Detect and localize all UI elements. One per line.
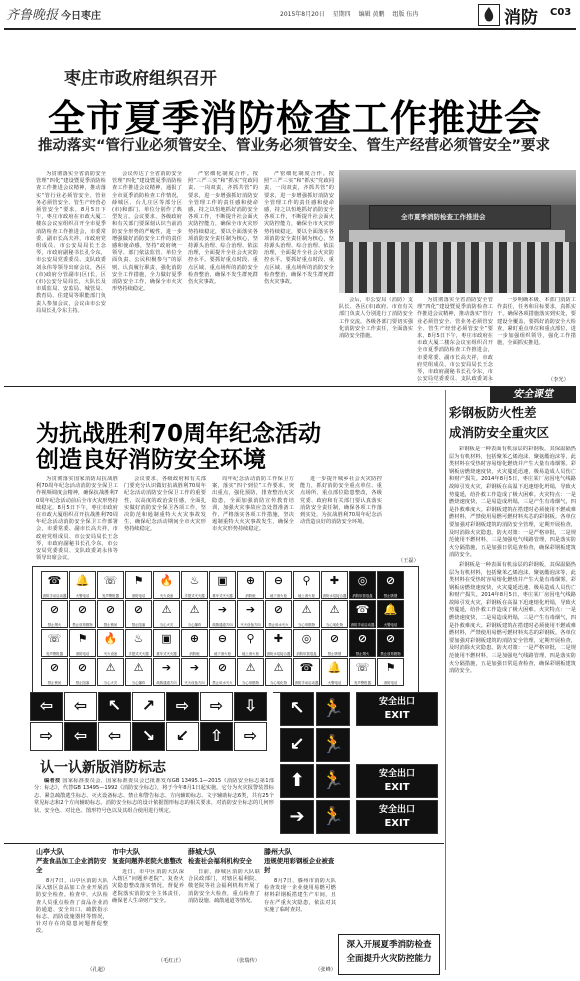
promo-box <box>338 934 440 975</box>
fire-sign-tile <box>41 658 68 686</box>
fire-sign-caption: 疏散通道方向 <box>156 681 177 685</box>
lead-col4-text: 严密细化制度合作。按照“三严三实”和“抓实”党政同责、一岗双责，齐抓共管”的要求，进一步增强抓好消防安全管理工作的责任感和使命感，持之以恒地抓好消防安全各项工作，不断提升社会面火灾防控能力，确保全市火灾形势持续稳定，要以全面落实各项消防安全责任制为核心，坚持源头治理、综合治理、依法治理，全面提升全社会火灾防控水平。要抓好重点时段、重点区域、重点场所的消防安全检查整治，确保不发生群死群伤火灾事故。 <box>264 171 334 286</box>
second-col1-text: 为贯彻落实国家消防局抗战胜利70周年纪念活动消防安全保卫工作视频调度会精神，确保抗战胜利70周年纪念活动前后全市火灾形势持续稳定，8月5日下午，枣庄市政府在市政大厦组织召开抗战胜利70周年纪念活动消防安全保卫工作部署会，市委常委、副市长高夫祥，市政府党组成员、市公安局局长王念琴，市政府副秘书长孔令东，市公安局党委委员、支队政委刘永伟等领导出席会议。 <box>36 476 118 562</box>
fire-sign-symbol-icon: ☎ <box>47 574 62 587</box>
exit-sign-en: EXIT <box>384 710 410 721</box>
brief-paragraph: 8月7日，山亭区消防大队深入辖区食品加工企业开展消防安全检查。检查中，大队检查人员重点检查了食品企业消防通道、安全出口、疏散指示标志、消防设施器材等情况，针对存在的隐患问题督促整改。 <box>36 878 108 935</box>
lead-col3-text: 严密细化制度合作。按照“三严三实”和“抓实”党政同责、一岗双责，齐抓共管”的要求，进一步增强抓好消防安全管理工作的责任感和使命感，持之以恒地抓好消防安全各项工作，不断提升社会面火灾防控能力，确保全市火灾形势持续稳定，要以全面落实各项消防安全责任制为核心，坚持源头治理、综合治理、依法治理，全面提升全社会火灾防控水平。要抓好重点时段、重点区域、重点场所的消防安全检查整治，确保不发生群死群伤火灾事故。 <box>188 171 258 286</box>
second-col2-text: 会议要求，各级政府和有关部门要充分认识做好抗战胜利70周年纪念活动消防安全保卫工作的重要性，以高度的政治责任感，全面扎实做好消防安全保卫各项工作，坚决防范和遏制重特大火灾事故发生，确保纪念活动期间全市火灾形势持续稳定。 <box>124 476 206 533</box>
fire-sign-tile <box>265 658 292 686</box>
arrow-sign-icon <box>98 722 131 751</box>
exit-arrow-glyph: 🏃 <box>321 806 345 827</box>
fire-sign-caption: 地下消火栓 <box>214 652 231 656</box>
fire-sign-symbol-icon: ♨ <box>189 574 200 587</box>
arrow-glyph: ⇩ <box>243 696 258 715</box>
fire-sign-caption: 消防电话 <box>131 594 146 598</box>
news-brief <box>36 848 108 973</box>
fire-sign-symbol-icon: ✚ <box>273 632 284 645</box>
fire-sign-tile <box>377 658 404 686</box>
lead-column-3 <box>188 171 258 383</box>
signs-notice <box>34 778 274 838</box>
issue-date: 2015年8月20日 <box>280 11 325 18</box>
fire-sign-tile <box>97 600 124 628</box>
arrow-sign-icon <box>234 692 267 721</box>
fire-sign-symbol-icon: ⊘ <box>77 661 88 674</box>
exit-arrow-icon <box>280 692 314 726</box>
exit-arrow-icon <box>280 800 314 834</box>
fire-sign-caption: 当心火灾 <box>159 623 174 627</box>
fire-sign-caption: 当心易燃物 <box>298 623 315 627</box>
fire-sign-symbol-icon: ➔ <box>245 603 256 616</box>
fire-sign-symbol-icon: ⚠ <box>105 661 116 674</box>
fire-sign-tile <box>181 629 208 657</box>
photo-banner-text: 全市夏季消防检查工作推进会 <box>401 213 486 221</box>
brief-byline: （张瑞传） <box>234 958 260 964</box>
arrow-glyph: ↙ <box>175 726 190 745</box>
fire-sign-caption: 发声警报器 <box>46 652 63 656</box>
fire-sign-symbol-icon: ⚑ <box>77 632 88 645</box>
issue-info <box>280 9 424 18</box>
header-rule <box>4 28 576 30</box>
lead-column-2 <box>112 171 182 383</box>
fire-sign-tile <box>125 658 152 686</box>
fire-sign-tile <box>41 629 68 657</box>
arrow-sign-icon <box>200 692 233 721</box>
exit-arrow-icon <box>280 728 314 762</box>
photo-audience <box>339 242 576 293</box>
arrow-sign-icon <box>30 692 63 721</box>
sidebar-text-2: 彩钢板是一种表面有机涂层的彩钢板，其保温隔热层为有机材料，包括聚苯乙烯泡沫、聚氨酯泡沫等，此类材料在受热时容易熔化燃烧并产生大量有毒烟雾。彩钢板房燃烧速度快，火灾蔓延迅速，极易造成人员伤亡和财产损失。2014年8月5日，枣庄某厂房因电气线路故障引发火灾，彩钢板在高温下迅速熔化坍塌，导致火势蔓延，给扑救工作造成了极大困难。火灾特点：一是燃烧速度快，二是易造成坍塌，三是产生有毒烟气，四是扑救难度大。彩钢板建筑在搭建时必须使用不燃或难燃材料，严禁使用易燃可燃材料夹芯的彩钢板。各单位要加强对彩钢板建筑的消防安全管理，定期开展检查，及时消除火灾隐患。防火对策：一是严格审批，二是规范使用不燃材料，三是加强电气线路管理，四是落实防火分隔措施，五是加强日常巡查检查，确保彩钢板建筑消防安全。 <box>449 561 576 675</box>
arrow-sign-icon <box>234 722 267 751</box>
fire-sign-caption: 消防电话 <box>75 652 90 656</box>
fire-sign-tile <box>181 571 208 599</box>
masthead-title: 齐鲁晚报 <box>6 8 59 23</box>
exit-arrow-icon <box>316 692 350 726</box>
brief-unit: 滕州大队 <box>264 848 292 856</box>
fire-emblem-icon <box>478 4 500 26</box>
fire-sign-symbol-icon: ⚠ <box>329 603 340 616</box>
lead-col6-text: 一步明确本级、本部门消防工作责任，任务和目标要求，真抓实干，确保各项措施落实到实处，要建设全覆盖，要抓好消防安全大检查，紧盯重点单位和重点部位，进一步加强组织领导，强化工作措施，全面抓实推进。 <box>497 297 576 347</box>
arrow-glyph: ⇦ <box>107 726 122 745</box>
fire-sign-caption: 禁止烟火 <box>47 623 62 627</box>
sidebar-tag: 安全课堂 <box>490 387 576 403</box>
fire-sign-symbol-icon: ☏ <box>47 632 62 645</box>
exit-arrow-glyph: ⬆ <box>289 770 305 791</box>
fire-sign-caption: 火警电话 <box>75 594 90 598</box>
fire-sign-tile <box>181 600 208 628</box>
fire-sign-tile <box>377 571 404 599</box>
exit-arrow-glyph: 🏃 <box>321 734 345 755</box>
fire-sign-tile <box>237 629 264 657</box>
news-brief <box>188 848 260 970</box>
exit-arrow-glyph: 🏃 <box>321 698 345 719</box>
notice-heading: 编者按 <box>44 778 61 784</box>
arrow-sign-icon <box>64 722 97 751</box>
exit-sign <box>356 692 438 726</box>
brief-title: 违规使用彩钢板企业被查封 <box>264 857 335 874</box>
fire-sign-tile <box>321 600 348 628</box>
sidebar-rule <box>445 390 446 970</box>
fire-sign-tile <box>349 658 376 686</box>
exit-sign-panel <box>280 692 440 837</box>
fire-sign-caption: 推车式灭火器 <box>156 652 177 656</box>
fire-sign-symbol-icon: ◎ <box>357 574 368 587</box>
fire-sign-tile <box>237 571 264 599</box>
fire-sign-caption: 消防水泵接合器 <box>266 652 291 656</box>
brief-text <box>188 869 260 957</box>
arrow-sign-icon <box>132 692 165 721</box>
second-headline-line2: 创造良好消防安全环境 <box>36 447 266 473</box>
fire-sign-caption: 灭火设备 <box>159 594 174 598</box>
photo-ceiling <box>339 170 576 205</box>
fire-sign-symbol-icon: ⚠ <box>189 603 200 616</box>
fire-sign-caption: 当心爆炸 <box>187 623 202 627</box>
fire-sign-tile <box>265 629 292 657</box>
fire-sign-tile <box>265 600 292 628</box>
fire-sign-tile <box>209 658 236 686</box>
fire-sign-tile <box>237 658 264 686</box>
sidebar-body <box>449 446 576 936</box>
exit-sign-en: EXIT <box>384 782 410 793</box>
fire-sign-caption: 消防电话 <box>383 681 398 685</box>
edition-name: 今日枣庄 <box>61 11 102 22</box>
fire-sign-tile <box>69 658 96 686</box>
fire-sign-symbol-icon: ⊘ <box>105 603 116 616</box>
arrow-sign-icon <box>30 722 63 751</box>
arrow-glyph: ⇨ <box>175 696 190 715</box>
second-byline: （王磊） <box>398 558 419 564</box>
brief-unit: 山亭大队 <box>36 848 64 856</box>
fire-sign-caption: 消防手动启动器 <box>42 594 67 598</box>
fire-sign-symbol-icon: 🔔 <box>327 661 342 674</box>
designer-credit: 组版 伍冉 <box>392 11 419 18</box>
fire-sign-tile <box>293 600 320 628</box>
fire-sign-symbol-icon: ⊘ <box>357 632 368 645</box>
arrow-glyph: ⇨ <box>243 726 258 745</box>
fire-sign-symbol-icon: ☏ <box>103 574 118 587</box>
fire-sign-symbol-icon: ▣ <box>161 632 172 645</box>
fire-sign-tile <box>349 629 376 657</box>
brief-paragraph: 日前，薛城区消防大队联合民政部门，对辖区福利院、敬老院等社会福利机构开展了消防安全大检查，重点检查了消防设施、疏散通道等情况。 <box>188 869 260 904</box>
fire-sign-symbol-icon: ⊖ <box>217 632 228 645</box>
fire-sign-caption: 发声警报器 <box>354 681 371 685</box>
arrow-glyph: ⇦ <box>73 696 88 715</box>
fire-sign-caption: 地上消火栓 <box>242 652 259 656</box>
fire-sign-caption: 当心火灾 <box>103 681 118 685</box>
fire-sign-tile <box>69 629 96 657</box>
fire-sign-tile <box>153 629 180 657</box>
arrow-sign-icon <box>64 692 97 721</box>
brief-paragraph: 近日，市中区消防大队深入辖区“问题养老院”，复查火灾隐患整改落实情况，督促养老院落实消防安全主体责任，确保老人生命财产安全。 <box>112 869 184 904</box>
fire-sign-symbol-icon: ⊘ <box>385 632 396 645</box>
second-column-4 <box>300 476 382 558</box>
fire-sign-caption: 当心氧化物 <box>326 623 343 627</box>
fire-sign-caption: 火警电话 <box>383 623 398 627</box>
fire-sign-caption: 火警电话 <box>327 681 342 685</box>
fire-sign-caption: 地上消火栓 <box>298 594 315 598</box>
brief-byline: （毛红正） <box>158 958 184 964</box>
photo-caption-text: 会后，市公安局（消防）支队长、各区(市)政府、市直有关部门负责人分别进行了消防安全工作交流。各级各部门要切实强化消防安全工作责任，全面落实消防安全措施。 <box>339 297 413 340</box>
sidebar-title-line2: 成消防安全重灾区 <box>449 425 550 440</box>
fire-sign-tile <box>153 571 180 599</box>
fire-sign-symbol-icon: ⊘ <box>77 603 88 616</box>
fire-sign-symbol-icon: ➔ <box>189 661 200 674</box>
exit-sign <box>356 764 438 798</box>
fire-sign-caption: 禁止锁闭 <box>47 681 62 685</box>
exit-arrow-icon <box>316 728 350 762</box>
exit-arrow-icon <box>316 764 350 798</box>
fire-sign-symbol-icon: ⚑ <box>385 661 396 674</box>
fire-sign-tile <box>125 571 152 599</box>
fire-sign-symbol-icon: ⊖ <box>273 574 284 587</box>
exit-arrow-glyph: ↙ <box>289 734 305 755</box>
fire-sign-caption: 灭火设备方向 <box>184 681 205 685</box>
brief-byline: （张峰） <box>315 967 336 973</box>
lead-column-6 <box>497 297 576 377</box>
brief-text <box>112 869 184 957</box>
sidebar-title-line1: 彩钢板防火性差 <box>449 405 537 420</box>
fire-sign-tile <box>153 658 180 686</box>
fire-sign-caption: 禁止放易燃物 <box>380 652 401 656</box>
promo-line2: 全面提升火灾防控能力 <box>346 954 432 964</box>
brief-text <box>36 878 108 966</box>
arrow-glyph: ⇦ <box>39 696 54 715</box>
second-col3-text: 周年纪念活动消防工作保卫方案，落实“四个到位”工作要求，突出重点，强化预防，排查整治火灾隐患，全面加强消防宣传教育培训，加强火灾事故应急处置准备工作，严格落实各项工作措施，坚决遏制重特大火灾事故发生，确保全市火灾形势持续稳定。 <box>212 476 294 533</box>
fire-sign-caption: 手提式灭火器 <box>184 594 205 598</box>
arrow-glyph: ⇧ <box>209 726 224 745</box>
fire-sign-symbol-icon: 🔥 <box>159 574 174 587</box>
fire-sign-caption: 发声警报器 <box>102 594 119 598</box>
arrow-sign-icon <box>166 722 199 751</box>
fire-sign-caption: 推车式灭火器 <box>212 594 233 598</box>
fire-sign-symbol-icon: ⚠ <box>273 661 284 674</box>
fire-sign-symbol-icon: ⊘ <box>273 603 284 616</box>
fire-sign-tile <box>237 600 264 628</box>
arrow-sign-icon <box>200 722 233 751</box>
fire-sign-caption: 消防水泵接合器 <box>322 594 347 598</box>
fire-sign-caption: 地下消火栓 <box>270 594 287 598</box>
fire-sign-tile <box>377 629 404 657</box>
direction-sign-strip <box>30 692 273 753</box>
arrow-glyph: ↗ <box>141 696 156 715</box>
second-column-2 <box>124 476 206 564</box>
fire-sign-grid <box>32 566 419 693</box>
page-number: C03 <box>550 7 572 18</box>
promo-line1: 深入开展夏季消防检查 <box>346 940 432 950</box>
fire-sign-symbol-icon: ⚠ <box>133 661 144 674</box>
lead-headline: 全市夏季消防检查工作推进会 <box>48 97 542 140</box>
fire-sign-symbol-icon: ⚠ <box>245 661 256 674</box>
fire-sign-caption: 消防手动启动器 <box>350 623 375 627</box>
fire-sign-symbol-icon: 🔔 <box>383 603 398 616</box>
fire-sign-symbol-icon: ☎ <box>355 603 370 616</box>
fire-sign-caption: 消防软管卷盘 <box>352 594 373 598</box>
fire-sign-caption: 当心易燃物 <box>242 681 259 685</box>
photo-caption <box>339 297 413 383</box>
brief-title: 复查问题养老院火患整改 <box>112 857 183 865</box>
exit-sign <box>356 800 438 834</box>
fire-sign-symbol-icon: ⚲ <box>302 574 311 587</box>
exit-arrow-icon <box>316 800 350 834</box>
fire-sign-tile <box>321 629 348 657</box>
fire-sign-tile <box>97 658 124 686</box>
fire-sign-caption: 禁止吸烟 <box>383 594 398 598</box>
lead-byline: （李光） <box>548 377 569 383</box>
fire-sign-caption: 手提式灭火器 <box>128 652 149 656</box>
fire-sign-tile <box>41 600 68 628</box>
brief-unit: 薛城大队 <box>188 848 216 856</box>
fire-sign-symbol-icon: ⊘ <box>49 603 60 616</box>
arrow-sign-icon <box>166 692 199 721</box>
sidebar-text-1: 彩钢板是一种表面有机涂层的彩钢板，其保温隔热层为有机材料，包括聚苯乙烯泡沫、聚氨酯泡沫等，此类材料在受热时容易熔化燃烧并产生大量有毒烟雾。彩钢板房燃烧速度快，火灾蔓延迅速，极易造成人员伤亡和财产损失。2014年8月5日，枣庄某厂房因电气线路故障引发火灾，彩钢板在高温下迅速熔化坍塌，导致火势蔓延，给扑救工作造成了极大困难。火灾特点：一是燃烧速度快，二是易造成坍塌，三是产生有毒烟气，四是扑救难度大。彩钢板建筑在搭建时必须使用不燃或难燃材料，严禁使用易燃可燃材料夹芯的彩钢板。各单位要加强对彩钢板建筑的消防安全管理，定期开展检查，及时消除火灾隐患。防火对策：一是严格审批，二是规范使用不燃材料，三是加强电气线路管理，四是落实防火分隔措施，五是加强日常巡查检查，确保彩钢板建筑消防安全。 <box>449 446 576 559</box>
fire-sign-symbol-icon: ⊘ <box>385 574 396 587</box>
exit-arrow-glyph: ↖ <box>289 698 305 719</box>
arrow-glyph: ⇨ <box>209 696 224 715</box>
arrow-sign-icon <box>132 722 165 751</box>
fire-sign-caption: 禁止用水灭火 <box>212 681 233 685</box>
lead-subhead: 推动落实“管行业必须管安全、管业务必须管安全、管生产经营必须管安全”要求 <box>38 138 551 154</box>
photo-podium <box>349 230 565 242</box>
fire-sign-symbol-icon: ⚠ <box>301 603 312 616</box>
fire-sign-tile <box>349 571 376 599</box>
issue-weekday: 星期四 <box>332 11 351 18</box>
fire-sign-caption: 消防炮 <box>245 594 256 598</box>
fire-sign-tile <box>293 629 320 657</box>
fire-sign-caption: 疏散通道方向 <box>212 623 233 627</box>
fire-sign-symbol-icon: ⊘ <box>329 632 340 645</box>
arrow-sign-icon <box>98 692 131 721</box>
fire-sign-caption: 消防手动启动器 <box>294 681 319 685</box>
fire-sign-caption: 当心爆炸 <box>131 681 146 685</box>
fire-sign-symbol-icon: ➔ <box>217 603 228 616</box>
news-brief <box>264 848 336 973</box>
fire-sign-tile <box>153 600 180 628</box>
fire-sign-tile <box>69 571 96 599</box>
fire-sign-tile <box>321 658 348 686</box>
fire-sign-caption: 禁止阻塞 <box>75 681 90 685</box>
notice-text: 国家标准委员会、国家标准委员会已批准发布GB 13495.1—2015《消防安全标志第1部分：标志》，代替GB 13495—1992《消防安全标志》，将于今年8月1日起实施。它分为火灾报警装置标志、紧急疏散逃生标志、灭火设备标志、禁止和警告标志、方向辅助标志、文字辅助标志6类，共有25个常见标志和2个方向辅助标志。消防安全标志的设计依据图形标志的相关要求，对消防安全标志的几何形状、安全色、对比色、图形符号色以及其组合使用进行规定。 <box>34 778 274 814</box>
fire-sign-tile <box>97 629 124 657</box>
exit-arrow-glyph: ➔ <box>289 806 305 827</box>
exit-arrow-glyph: 🏃 <box>321 770 345 791</box>
fire-sign-tile <box>69 600 96 628</box>
brief-title: 严查食品加工企业消防安全 <box>36 857 107 874</box>
section-title: 消防 <box>504 8 538 28</box>
lead-column-5 <box>417 297 493 383</box>
fire-sign-tile <box>293 658 320 686</box>
fire-sign-caption: 禁止锁闭 <box>103 623 118 627</box>
arrow-glyph: ↘ <box>141 726 156 745</box>
fire-sign-symbol-icon: ⊕ <box>245 574 256 587</box>
fire-sign-caption: 当心氧化物 <box>270 681 287 685</box>
brief-title: 检查社会福利机构安全 <box>188 857 252 865</box>
meeting-photo <box>339 170 576 293</box>
lead-col1-text: 为贯彻落实全省消防安全管理“四化”建设暨夏季消防检查工作推进会议精神，推动落实“管行业必须管安全、管业务必须管安全、管生产经营必须管安全”要求，8月5日下午，枣庄市政府在市政大厦二楼东会议室组织召开全市夏季消防检查工作推进会，市委常委、副市长高夫祥，市政府党组成员、市公安局局长王念琴，市政府副秘书长孔令东，市公安局党委委员、支队政委刘永伟等领导出席会议，各区(市)政府分管副市(区)长，区(市)公安分局局长，大队长及市质监局、安监局、城管局、教育局、住建局等职能部门负责人参加会议，会议由市公安局局长孔令东主持。 <box>36 171 106 314</box>
fire-sign-symbol-icon: ♨ <box>133 632 144 645</box>
arrow-glyph: ↖ <box>107 696 122 715</box>
fire-sign-symbol-icon: ➔ <box>161 661 172 674</box>
fire-sign-tile <box>209 600 236 628</box>
fire-sign-symbol-icon: ◎ <box>301 632 312 645</box>
second-column-1 <box>36 476 118 564</box>
fire-sign-tile <box>125 629 152 657</box>
fire-sign-caption: 禁止烟火 <box>355 652 370 656</box>
fire-sign-symbol-icon: ✚ <box>329 574 340 587</box>
lead-kicker: 枣庄市政府组织召开 <box>64 69 217 89</box>
fire-sign-symbol-icon: ⚠ <box>161 603 172 616</box>
arrow-glyph: ⇨ <box>39 726 54 745</box>
fire-sign-symbol-icon: 🔥 <box>103 632 118 645</box>
fire-sign-caption: 灭火设备方向 <box>240 623 261 627</box>
fire-sign-symbol-icon: ▣ <box>217 574 228 587</box>
fire-sign-symbol-icon: ⊘ <box>49 661 60 674</box>
briefs-divider <box>4 843 444 844</box>
second-column-3 <box>212 476 294 564</box>
brief-text <box>264 878 336 966</box>
fire-sign-symbol-icon: ⊘ <box>217 661 228 674</box>
fire-sign-symbol-icon: ⊘ <box>133 603 144 616</box>
fire-sign-caption: 消防软管卷盘 <box>296 652 317 656</box>
exit-sign-en: EXIT <box>384 818 410 829</box>
fire-sign-symbol-icon: ☏ <box>355 661 370 674</box>
brief-paragraph: 8月7日，滕州市消防大队检查发现一企业使用易燃可燃材料彩钢板搭建生产车间，且存在严重火灾隐患，依法对其实施了临时查封。 <box>264 878 336 913</box>
fire-sign-symbol-icon: ⚲ <box>246 632 255 645</box>
brief-byline: （孔超） <box>87 967 108 973</box>
lead-col5a-text: 为贯彻落实全省消防安全管理“四化”建设暨夏季消防检查工作推进会议精神，推动落实“管行业必须管安全、管业务必须管安全、管生产经营必须管安全”要求，8月5日下午，枣庄市政府在市政大厦二楼东会议室组织召开全市夏季消防检查工作推进会，市委常委、副市长高夫祥，市政府党组成员、市公安局局长王念琴，市政府副秘书长孔令东，市公安局党委委员、支队政委刘永 <box>417 297 493 383</box>
lead-col2-text: 会议传达了全省消防安全管理“四化”建设暨夏季消防检查工作推进会议精神，通报了全市夏季消防检查工作情况，薛城区、台儿庄区等部分区(市)和部门、单位分别作了典型发言。会议要求，各级政府和有关部门要深刻认识当前消防安全形势的严峻性，进一步增强做好消防安全工作的责任感和使命感，坚持“政府统一领导、部门依法监管、单位全面负责、公民积极参与”的原则，认真履行职责，强化消防安全工作措施，全力做好夏季消防安全工作，确保全市火灾形势持续稳定。 <box>112 171 182 293</box>
fire-sign-tile <box>349 600 376 628</box>
fire-sign-caption: 禁止吸烟 <box>327 652 342 656</box>
fire-sign-tile <box>181 658 208 686</box>
second-col4-text: 进一步提升城乡社会火灾防控能力，抓好消防安全重点单位、重点场所、重点部位隐患整改，各级党委、政府和有关部门要认真落实消防安全责任制，确保各项工作落到实处，为抗战胜利70周年纪念活动营造良好的消防安全环境。 <box>300 476 382 526</box>
second-headline-line1: 为抗战胜利70周年纪念活动 <box>36 421 322 447</box>
exit-sign-text: 安全出口 <box>378 697 415 707</box>
fire-sign-tile <box>209 571 236 599</box>
brief-unit: 市中大队 <box>112 848 140 856</box>
arrow-glyph: ⇦ <box>73 726 88 745</box>
fire-sign-tile <box>209 629 236 657</box>
fire-sign-symbol-icon: ☎ <box>299 661 314 674</box>
fire-sign-symbol-icon: 🔔 <box>75 574 90 587</box>
fire-sign-caption: 灭火设备 <box>103 652 118 656</box>
signs-box-title: 认一认新版消防标志 <box>40 760 166 776</box>
fire-sign-symbol-icon: ⚑ <box>133 574 144 587</box>
fire-sign-caption: 禁止用水灭火 <box>268 623 289 627</box>
masthead <box>6 4 101 23</box>
exit-sign-text: 安全出口 <box>378 769 415 779</box>
lead-column-1 <box>36 171 106 383</box>
news-brief <box>112 848 184 970</box>
exit-arrow-icon <box>280 764 314 798</box>
exit-sign-text: 安全出口 <box>378 805 415 815</box>
fire-sign-tile <box>321 571 348 599</box>
lead-column-4 <box>264 171 334 383</box>
fire-sign-tile <box>97 571 124 599</box>
fire-sign-caption: 消防炮 <box>189 652 200 656</box>
fire-sign-symbol-icon: ⊕ <box>189 632 200 645</box>
fire-sign-caption: 禁止放易燃物 <box>72 623 93 627</box>
fire-sign-tile <box>377 600 404 628</box>
fire-sign-tile <box>293 571 320 599</box>
fire-sign-tile <box>265 571 292 599</box>
fire-sign-tile <box>125 600 152 628</box>
fire-sign-caption: 禁止阻塞 <box>131 623 146 627</box>
fire-sign-tile <box>41 571 68 599</box>
editor-credit: 编辑 黄鹏 <box>358 11 385 18</box>
